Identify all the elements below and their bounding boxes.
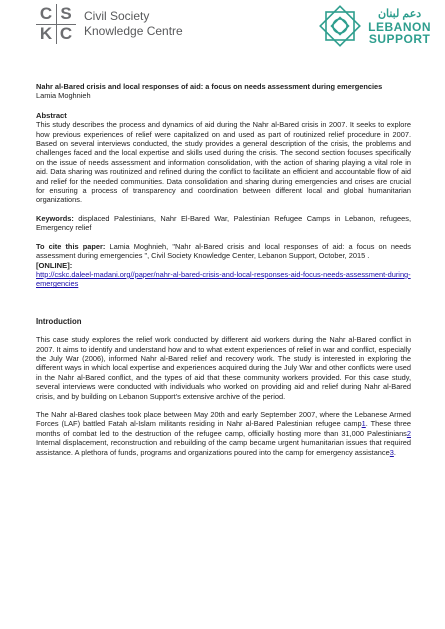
intro-text-2 [36,410,411,457]
keywords-label: Keywords: [36,213,74,223]
paper-author: Lamia Moghnieh [36,91,91,101]
keywords-text: displaced Palestinians, Nahr El-Bared War, Palestinian Refugee Camps in Lebanon, refugees, Emergency relief [36,213,411,233]
footnote-link[interactable]: 3 [389,447,394,457]
online-link[interactable]: http://cskc.daleel-madani.org//paper/nahr-al-bared-crisis-and-local-responses-aid-focus-needs-assessment-during-emergencies [36,269,411,289]
cskc-name-line: Knowledge Centre [84,24,183,38]
document-content [36,82,411,466]
cskc-logo [36,4,183,44]
keywords-section [36,214,411,233]
abstract-text: This study describes the process and dynamics of aid during the Nahr al-Bared crisis in 2007. It seeks to explore how previous experiences of relief were capitalized on and used as part of routinized relief procedure in 2007. Based on several interviews conducted, the study provides a general description of the crisis, the problems and challenges faced and the local expertise and skills used during the crisis. The second section focuses specifically on the issue of needs assessment and information consolidation, with the action of sharing playing a vital role in aid. Data sharing was routinized and refined during the conflict to facilitate an efficient and accountable flow of aid and relief for the needed communities. Data consolidation and sharing during emergencies and crises are crucial for ensuring a process of transparency and coordination between different local and global humanitarian organizations. [36,120,411,205]
abstract-section [36,111,411,205]
intro-text: This case study explores the relief work conducted by different aid workers during the Nahr al-Bared conflict in 2007. It aims to identify and understand how and to what extent experiences of relief in war and conflict, especially the July War (2006), informed Nahr al-Bared relief and recovery work. The study is interested in exploring the different ways in which local expertise and experiences acquired during the July War and other conflicts were used in the Nahr al-Bared conflict, and the types of aid that these community workers provided. For this case study, several interviews were conducted with individuals who worked on providing aid and relief during Nahr al-Bared crisis, and by building on Lebanon Support's extensive archive of the period. [36,335,411,401]
cskc-letter: S [60,4,72,23]
intro-text-part: The Nahr al-Bared clashes took place between May 20th and early September 2007, where the Lebanese Armed Forces (LAF) battled Fatah al-Islam militants residing in Nahr al-Bared Palestinian refugee camp [36,409,411,429]
keywords-line [36,214,411,233]
online-link-line [36,270,411,289]
lebanon-support-wordmark [368,8,431,45]
lebanon-support-logo [316,2,431,50]
cskc-letter: C [39,4,53,23]
abstract-heading: Abstract [36,110,67,120]
intro-paragraph-1 [36,335,411,401]
citation-section [36,242,411,289]
lebanon-support-arabic: دعم لبنان [377,7,422,20]
cskc-name [84,9,183,39]
cskc-letter: K [39,24,53,43]
intro-text-part: Internal displacement, reconstruction and rebuilding of the camp became urgent humanitarian issues that required assistance. A plethora of funds, programs and organizations poured into the camp for emergency assistance [36,438,411,457]
online-label: [ONLINE]: [36,260,73,270]
introduction-heading: Introduction [36,316,82,326]
intro-text-part: . [393,447,396,457]
cite-label: To cite this paper: [36,241,106,251]
cskc-name-line: Civil Society [84,9,150,23]
cite-text: Lamia Moghnieh, "Nahr al-Bared crisis and local responses of aid: a focus on needs assessment during emergencies ", Civil Society Knowledge Center, Lebanon Support, October, 2015 . [36,241,411,261]
lebanon-support-line: SUPPORT [368,31,431,46]
intro-text-part: . These three months of combat led to the destruction of the refugee camp, officially hosting more than 31,000 Palestinians [36,419,411,438]
cite-line [36,242,411,261]
intro-paragraph-2 [36,410,411,457]
geometric-star-icon [316,2,364,50]
footnote-link[interactable]: 1 [361,419,366,429]
paper-title: Nahr al-Bared crisis and local responses of aid: a focus on needs assessment during emergencies [36,82,383,91]
lebanon-support-line: LEBANON [368,19,431,34]
footnote-link[interactable]: 2 [406,428,411,438]
cskc-letter: C [59,24,73,43]
cskc-monogram [36,4,76,44]
